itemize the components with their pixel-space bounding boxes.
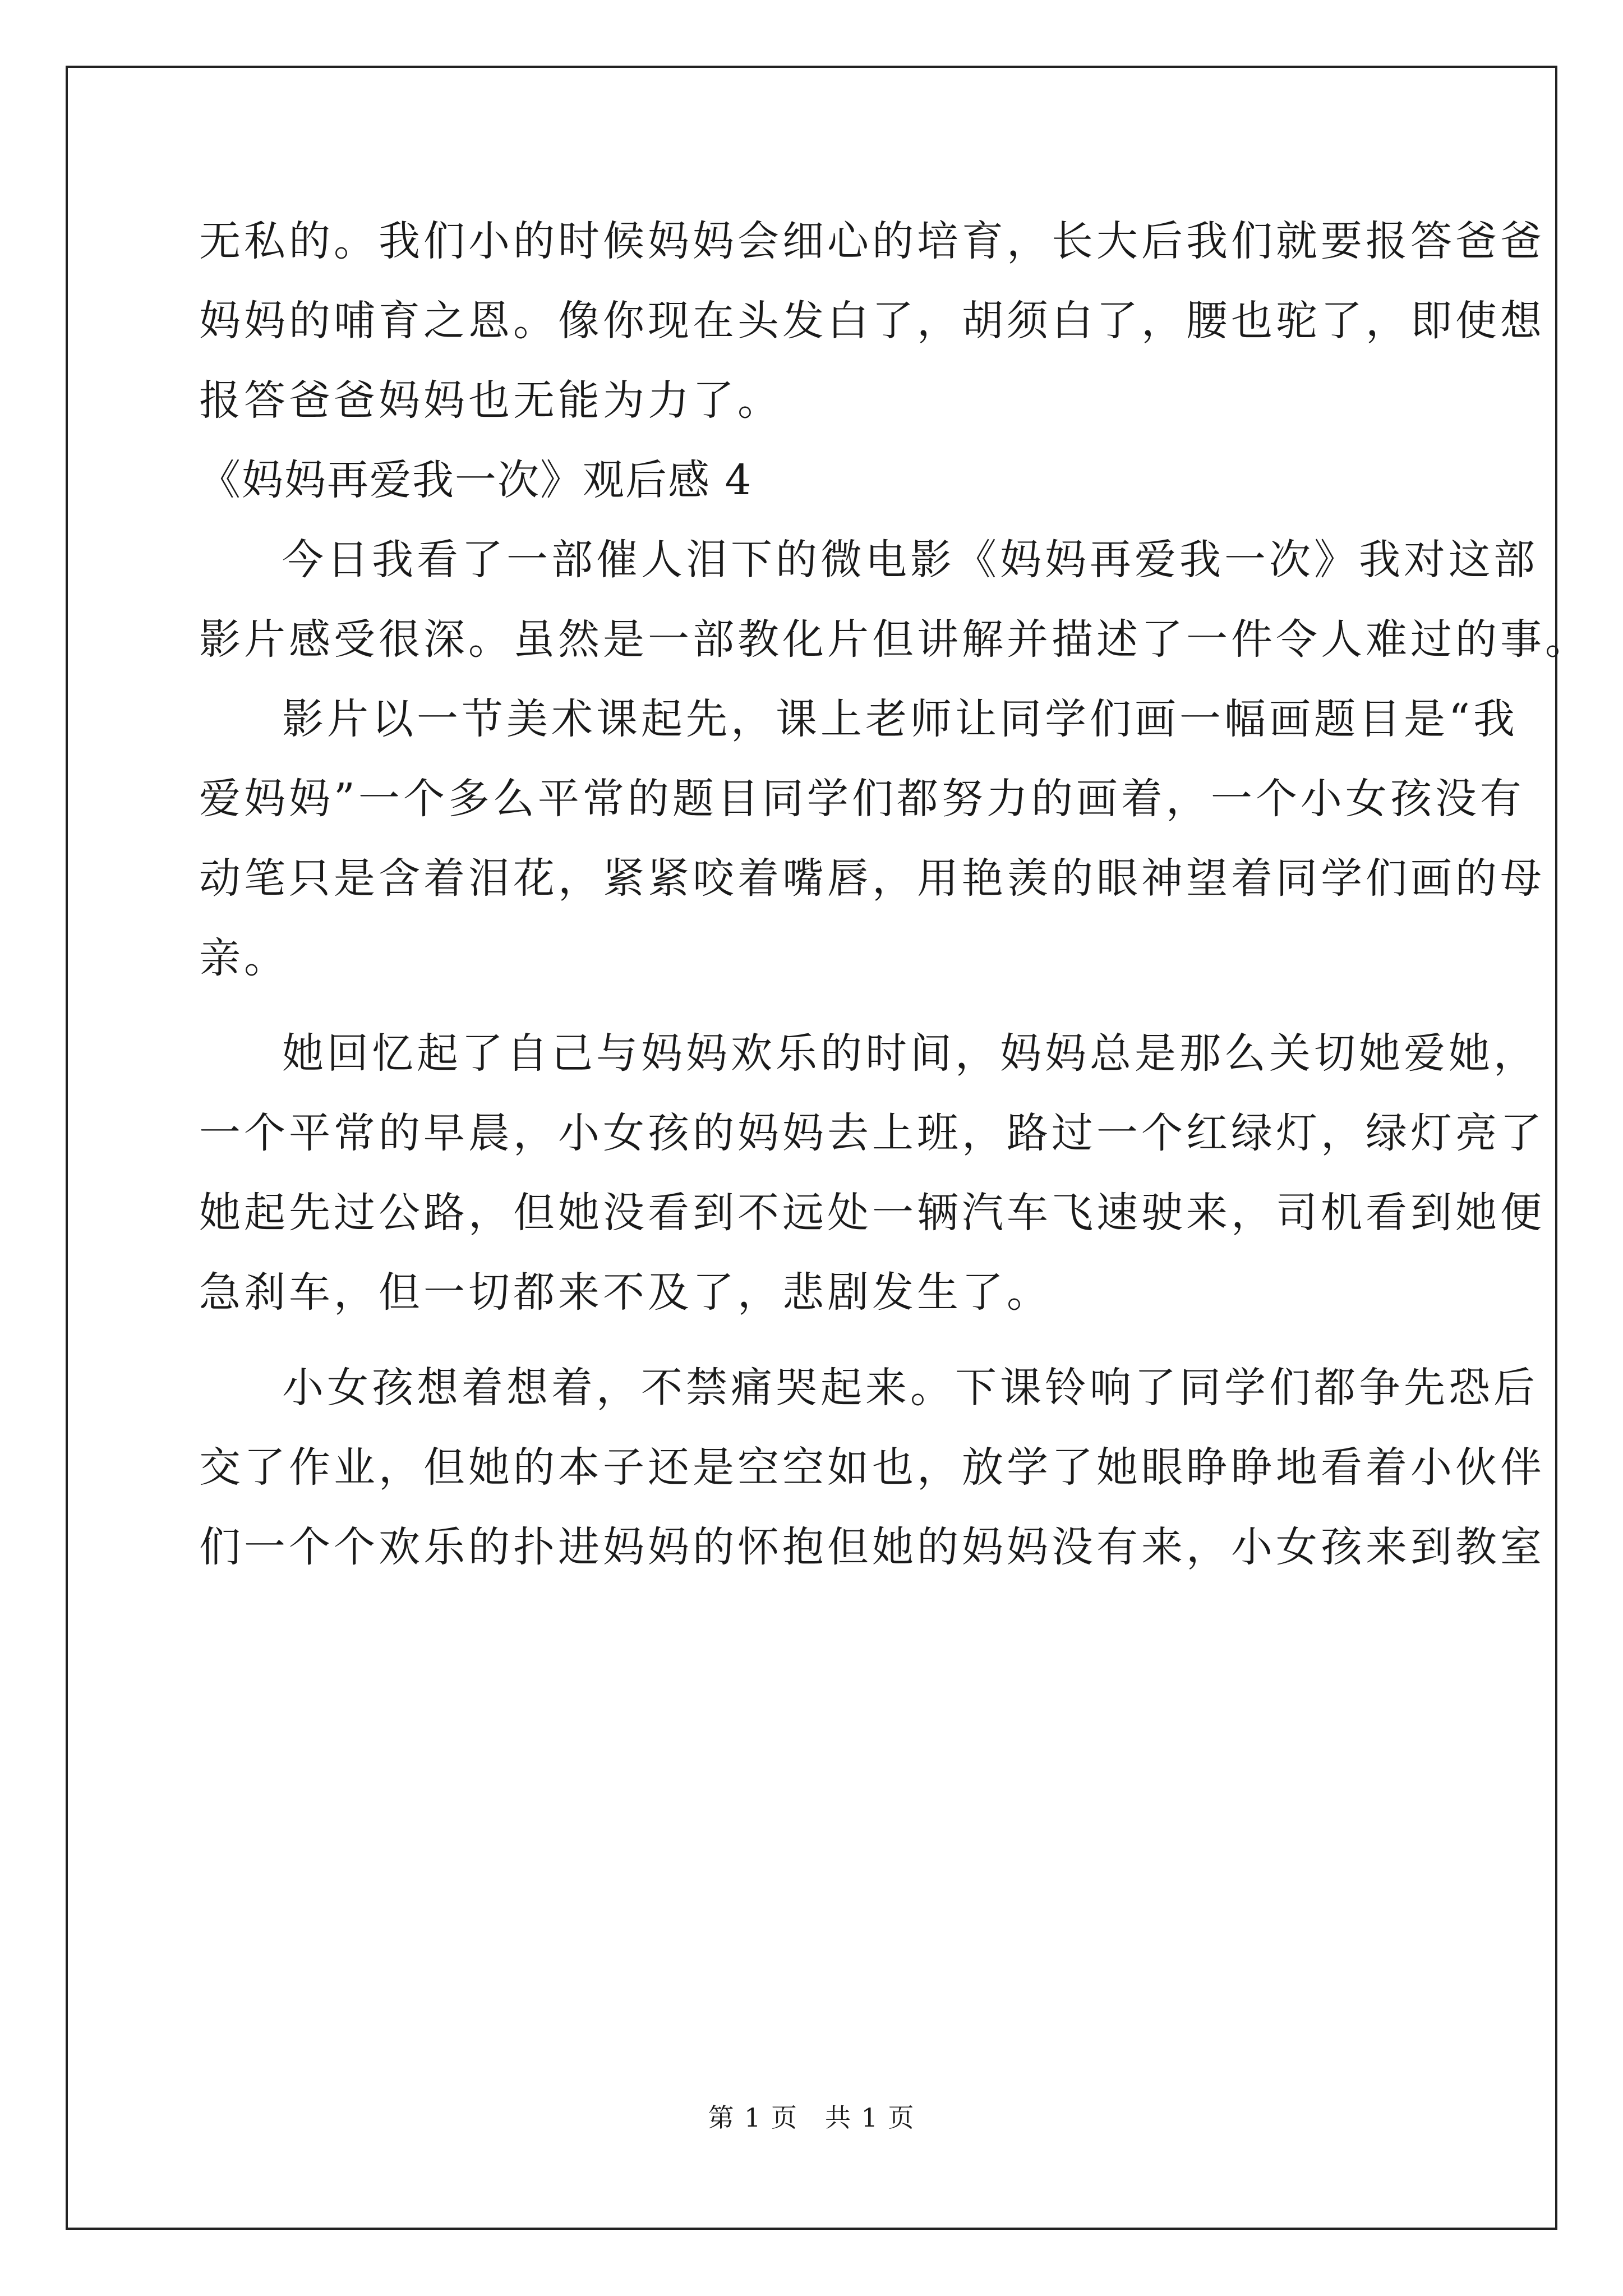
text-line: 动笔只是含着泪花，紧紧咬着嘴唇，用艳羡的眼神望着同学们画的母	[199, 854, 1545, 903]
page-total: 共 1 页	[825, 2102, 915, 2133]
paragraph-start-line: 她回忆起了自己与妈妈欢乐的时间，妈妈总是那么关切她爱她，	[282, 1029, 1538, 1078]
text-line: 报答爸爸妈妈也无能为力了。	[199, 376, 782, 425]
text-line: 亲。	[199, 934, 289, 982]
section-heading: 《妈妈再爱我一次》观后感 4	[199, 456, 753, 504]
paragraph-start-line: 小女孩想着想着，不禁痛哭起来。下课铃响了同学们都争先恐后	[282, 1364, 1538, 1412]
text-line: 们一个个欢乐的扑进妈妈的怀抱但她的妈妈没有来，小女孩来到教室	[199, 1523, 1545, 1571]
paragraph-start-line: 影片以一节美术课起先，课上老师让同学们画一幅画题目是“我	[282, 695, 1518, 743]
text-line: 她起先过公路，但她没看到不远处一辆汽车飞速驶来，司机看到她便	[199, 1189, 1545, 1237]
page-footer	[0, 2101, 1623, 2134]
text-line: 影片感受很深。虽然是一部教化片但讲解并描述了一件令人难过的事。	[199, 615, 1590, 664]
text-line: 一个平常的早晨，小女孩的妈妈去上班，路过一个红绿灯，绿灯亮了	[199, 1109, 1545, 1157]
text-line: 爱妈妈”一个多么平常的题目同学们都努力的画着，一个小女孩没有	[199, 775, 1525, 823]
text-line: 急刹车，但一切都来不及了，悲剧发生了。	[199, 1268, 1052, 1317]
text-line: 妈妈的哺育之恩。像你现在头发白了，胡须白了，腰也驼了，即使想	[199, 297, 1545, 345]
text-line: 无私的。我们小的时候妈妈会细心的培育，长大后我们就要报答爸爸	[199, 217, 1545, 265]
paragraph-start-line: 今日我看了一部催人泪下的微电影《妈妈再爱我一次》我对这部	[282, 536, 1538, 584]
page-number: 第 1 页	[708, 2102, 798, 2133]
text-line: 交了作业，但她的本子还是空空如也，放学了她眼睁睁地看着小伙伴	[199, 1443, 1545, 1492]
